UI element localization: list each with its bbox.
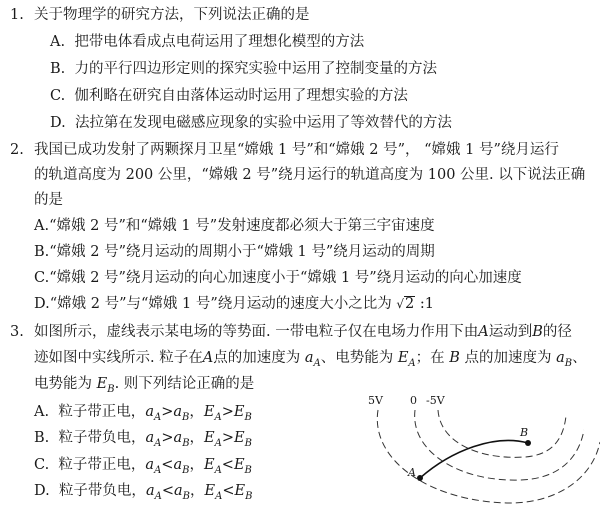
text-run: ；在	[415, 350, 445, 366]
option-letter: B.	[34, 430, 50, 446]
point-b-marker	[525, 440, 531, 446]
text-run: 、电势能为	[320, 350, 394, 366]
option-letter: B.	[50, 61, 66, 77]
accel-symbol: a	[145, 404, 154, 420]
option-text: 伽利略在研究自由落体运动时运用了理想实验的方法	[74, 88, 408, 104]
q3-stem-line-1	[34, 323, 572, 341]
subscript: B	[244, 411, 252, 423]
option-text: 力的平行四边形定则的探究实验中运用了控制变量的方法	[74, 61, 437, 77]
option-text: 法拉第在发现电磁感应现象的实验中运用了等效替代的方法	[74, 115, 452, 131]
accel-symbol: a	[145, 430, 155, 446]
ratio-tail: :1	[419, 296, 434, 312]
energy-symbol: E	[204, 430, 215, 446]
subscript: A	[154, 437, 162, 449]
option-text: 粒子带正电，	[58, 457, 146, 473]
q2-option-c	[34, 269, 522, 287]
relation: >	[161, 430, 174, 446]
sqrt-symbol: √	[396, 297, 405, 311]
relation: <	[161, 457, 174, 473]
option-text: 把带电体看成点电荷运用了理想化模型的方法	[74, 34, 365, 50]
q2-stem-line-3: 的是	[34, 192, 63, 208]
accel-symbol: a	[173, 457, 183, 473]
subscript: A	[408, 357, 416, 369]
punctuation: ，	[189, 430, 205, 446]
text-run: . 则下列结论正确的是	[114, 376, 255, 392]
q2-option-d	[34, 295, 434, 313]
option-text: “嫦娥 2 号”和“嫦娥 1 号”发射速度都必须大于第三宇宙速度	[49, 218, 435, 234]
text-run: 电势能为	[34, 376, 92, 392]
q1-number: 1.	[10, 7, 24, 23]
option-letter: A.	[50, 34, 66, 50]
option-letter: C.	[50, 88, 66, 104]
label-minus-5v: -5V	[426, 394, 445, 407]
q1-stem: 关于物理学的研究方法，下列说法正确的是	[34, 7, 310, 23]
equipotential-5v	[377, 410, 600, 503]
option-text: “嫦娥 2 号”与“嫦娥 1 号”绕月运动的速度大小之比为	[49, 296, 392, 312]
punctuation: ，	[189, 404, 204, 420]
q1-option-b	[50, 60, 437, 78]
option-letter: D.	[34, 296, 50, 312]
q3-number: 3.	[10, 324, 24, 340]
relation: <	[222, 483, 235, 499]
subscript: A	[214, 437, 222, 449]
punctuation: ，	[190, 483, 205, 499]
q2-option-a	[34, 217, 435, 235]
q2-number: 2.	[10, 142, 24, 158]
q1-option-d	[50, 114, 452, 132]
energy-symbol: E	[203, 404, 215, 420]
punctuation: 、	[572, 350, 587, 366]
energy-symbol: E	[203, 457, 215, 473]
option-text: 粒子带负电，	[58, 430, 146, 446]
subscript: B	[182, 411, 190, 423]
q3-option-c	[34, 456, 252, 480]
subscript: B	[182, 464, 190, 476]
text-run: 如图所示，虚线表示某电场的等势面. 一带电粒子仅在电场力作用下由	[34, 324, 479, 340]
option-letter: D.	[50, 115, 66, 131]
equipotential-minus-5v	[438, 410, 566, 457]
relation: >	[161, 404, 174, 420]
accel-symbol: a	[173, 483, 183, 499]
option-letter: C.	[34, 457, 50, 473]
label-0v: 0	[410, 394, 417, 407]
equipotential-figure	[360, 390, 600, 512]
subscript: B	[244, 464, 252, 476]
subscript: B	[107, 383, 115, 395]
q3-option-b	[34, 429, 252, 453]
q2-option-b	[34, 243, 435, 261]
accel-symbol: a	[145, 457, 155, 473]
point-a-symbol: A	[202, 350, 214, 366]
energy-symbol: E	[233, 457, 245, 473]
point-b-symbol: B	[449, 350, 460, 366]
subscript: B	[244, 437, 252, 449]
text-run: 运动到	[488, 324, 533, 340]
subscript: A	[215, 490, 223, 502]
option-letter: D.	[34, 483, 50, 499]
option-text: 粒子带负电，	[58, 483, 146, 499]
point-b-symbol: B	[532, 324, 543, 340]
accel-symbol: a	[304, 350, 314, 366]
q1-option-c	[50, 87, 408, 105]
energy-symbol: E	[204, 483, 216, 499]
energy-symbol: E	[233, 404, 245, 420]
accel-symbol: a	[173, 430, 183, 446]
option-text: 粒子带正电，	[58, 404, 146, 420]
subscript: B	[182, 490, 190, 502]
accel-symbol: a	[145, 483, 155, 499]
subscript: A	[153, 411, 162, 423]
subscript: A	[154, 464, 162, 476]
relation: >	[221, 430, 235, 446]
relation: <	[161, 483, 174, 499]
subscript: A	[313, 357, 321, 369]
option-text: “嫦娥 2 号”绕月运动的周期小于“嫦娥 1 号”绕月运动的周期	[49, 244, 435, 260]
q2-stem-line-2: 的轨道高度为 200 公里，“嫦娥 2 号”绕月运行的轨道高度为 100 公里. 以下说法正确	[34, 167, 586, 183]
text-run: 迹如图中实线所示. 粒子在	[34, 350, 203, 366]
point-a-marker	[417, 475, 423, 481]
subscript: B	[182, 437, 190, 449]
subscript: B	[245, 490, 253, 502]
punctuation: ，	[189, 457, 204, 473]
particle-trajectory	[420, 440, 528, 478]
subscript: A	[214, 411, 222, 423]
subscript: B	[564, 357, 573, 369]
option-letter: C.	[34, 270, 50, 286]
subscript: A	[154, 490, 162, 502]
q3-stem-line-3	[34, 375, 254, 399]
energy-symbol: E	[96, 376, 108, 392]
label-point-b: B	[520, 426, 529, 439]
option-letter: A.	[34, 404, 50, 420]
q3-option-a	[34, 403, 252, 427]
point-a-symbol: A	[478, 324, 489, 340]
text-run: 点的加速度为	[213, 350, 301, 366]
text-run: 的径	[542, 324, 572, 340]
energy-symbol: E	[397, 350, 409, 366]
label-5v: 5V	[368, 394, 383, 407]
label-point-a: A	[408, 466, 416, 479]
subscript: A	[214, 464, 222, 476]
q3-option-d	[34, 482, 252, 506]
option-letter: B.	[34, 244, 50, 260]
text-run: 点的加速度为	[464, 350, 552, 366]
option-letter: A.	[34, 218, 50, 234]
accel-symbol: a	[556, 350, 565, 366]
q1-option-a	[50, 33, 364, 51]
q3-stem-line-2	[34, 349, 587, 373]
option-text: “嫦娥 2 号”绕月运动的向心加速度小于“嫦娥 1 号”绕月运动的向心加速度	[49, 270, 522, 286]
q2-stem-line-1: 我国已成功发射了两颗探月卫星“嫦娥 1 号”和“嫦娥 2 号”， “嫦娥 1 号”绕月运行	[34, 142, 559, 158]
energy-symbol: E	[234, 430, 245, 446]
sqrt-value: 2	[405, 296, 415, 312]
energy-symbol: E	[234, 483, 246, 499]
accel-symbol: a	[173, 404, 183, 420]
relation: >	[221, 404, 234, 420]
relation: <	[221, 457, 234, 473]
equipotential-0v	[415, 410, 584, 480]
